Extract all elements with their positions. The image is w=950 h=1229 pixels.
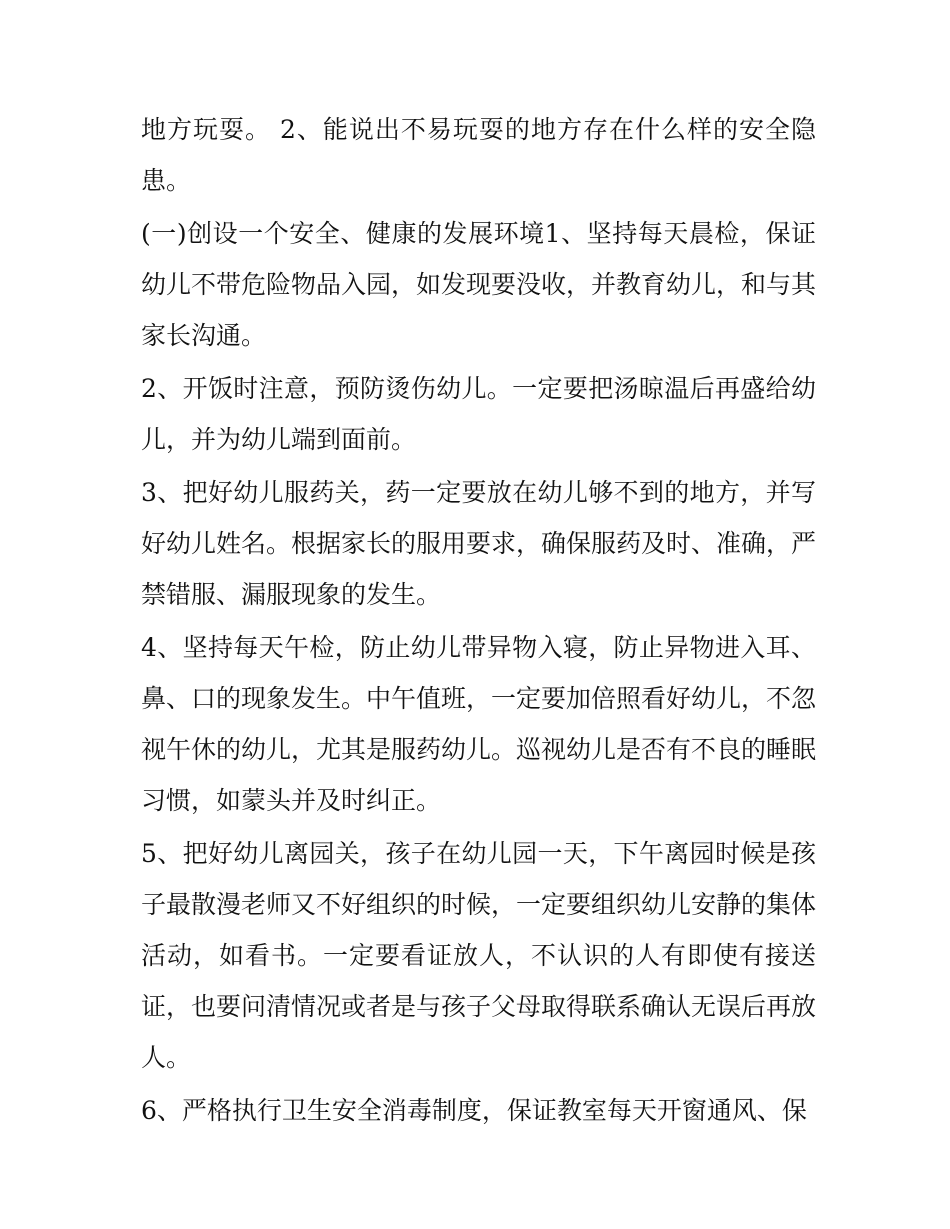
paragraph-7: 6、严格执行卫生安全消毒制度，保证教室每天开窗通风、保 <box>141 1096 807 1125</box>
paragraph-4: 3、把好幼儿服药关，药一定要放在幼儿够不到的地方，并写好幼儿姓名。根据家长的服用要求，确保服药及时、准确，严禁错服、漏服现象的发生。 <box>141 478 817 609</box>
paragraph-2: (一)创设一个安全、健康的发展环境1、坚持每天晨检，保证幼儿不带危险物品入园，如发现要没收，并教育幼儿，和与其家长沟通。 <box>141 219 817 350</box>
paragraph-5: 4、坚持每天午检，防止幼儿带异物入寝，防止异物进入耳、鼻、口的现象发生。中午值班，一定要加倍照看好幼儿，不忽视午休的幼儿，尤其是服药幼儿。巡视幼儿是否有不良的睡眠习惯，如蒙头并及时纠正。 <box>141 633 817 815</box>
paragraph-1: 地方玩耍。 2、能说出不易玩耍的地方存在什么样的安全隐患。 <box>141 115 816 195</box>
document-body <box>141 104 816 1138</box>
paragraph-6: 5、把好幼儿离园关，孩子在幼儿园一天，下午离园时候是孩子最散漫老师又不好组织的时候，一定要组织幼儿安静的集体活动，如看书。一定要看证放人，不认识的人有即使有接送证，也要问清情况或者是与孩子父母取得联系确认无误后再放人。 <box>141 839 817 1072</box>
paragraph-3: 2、开饭时注意，预防烫伤幼儿。一定要把汤晾温后再盛给幼儿，并为幼儿端到面前。 <box>141 374 816 454</box>
